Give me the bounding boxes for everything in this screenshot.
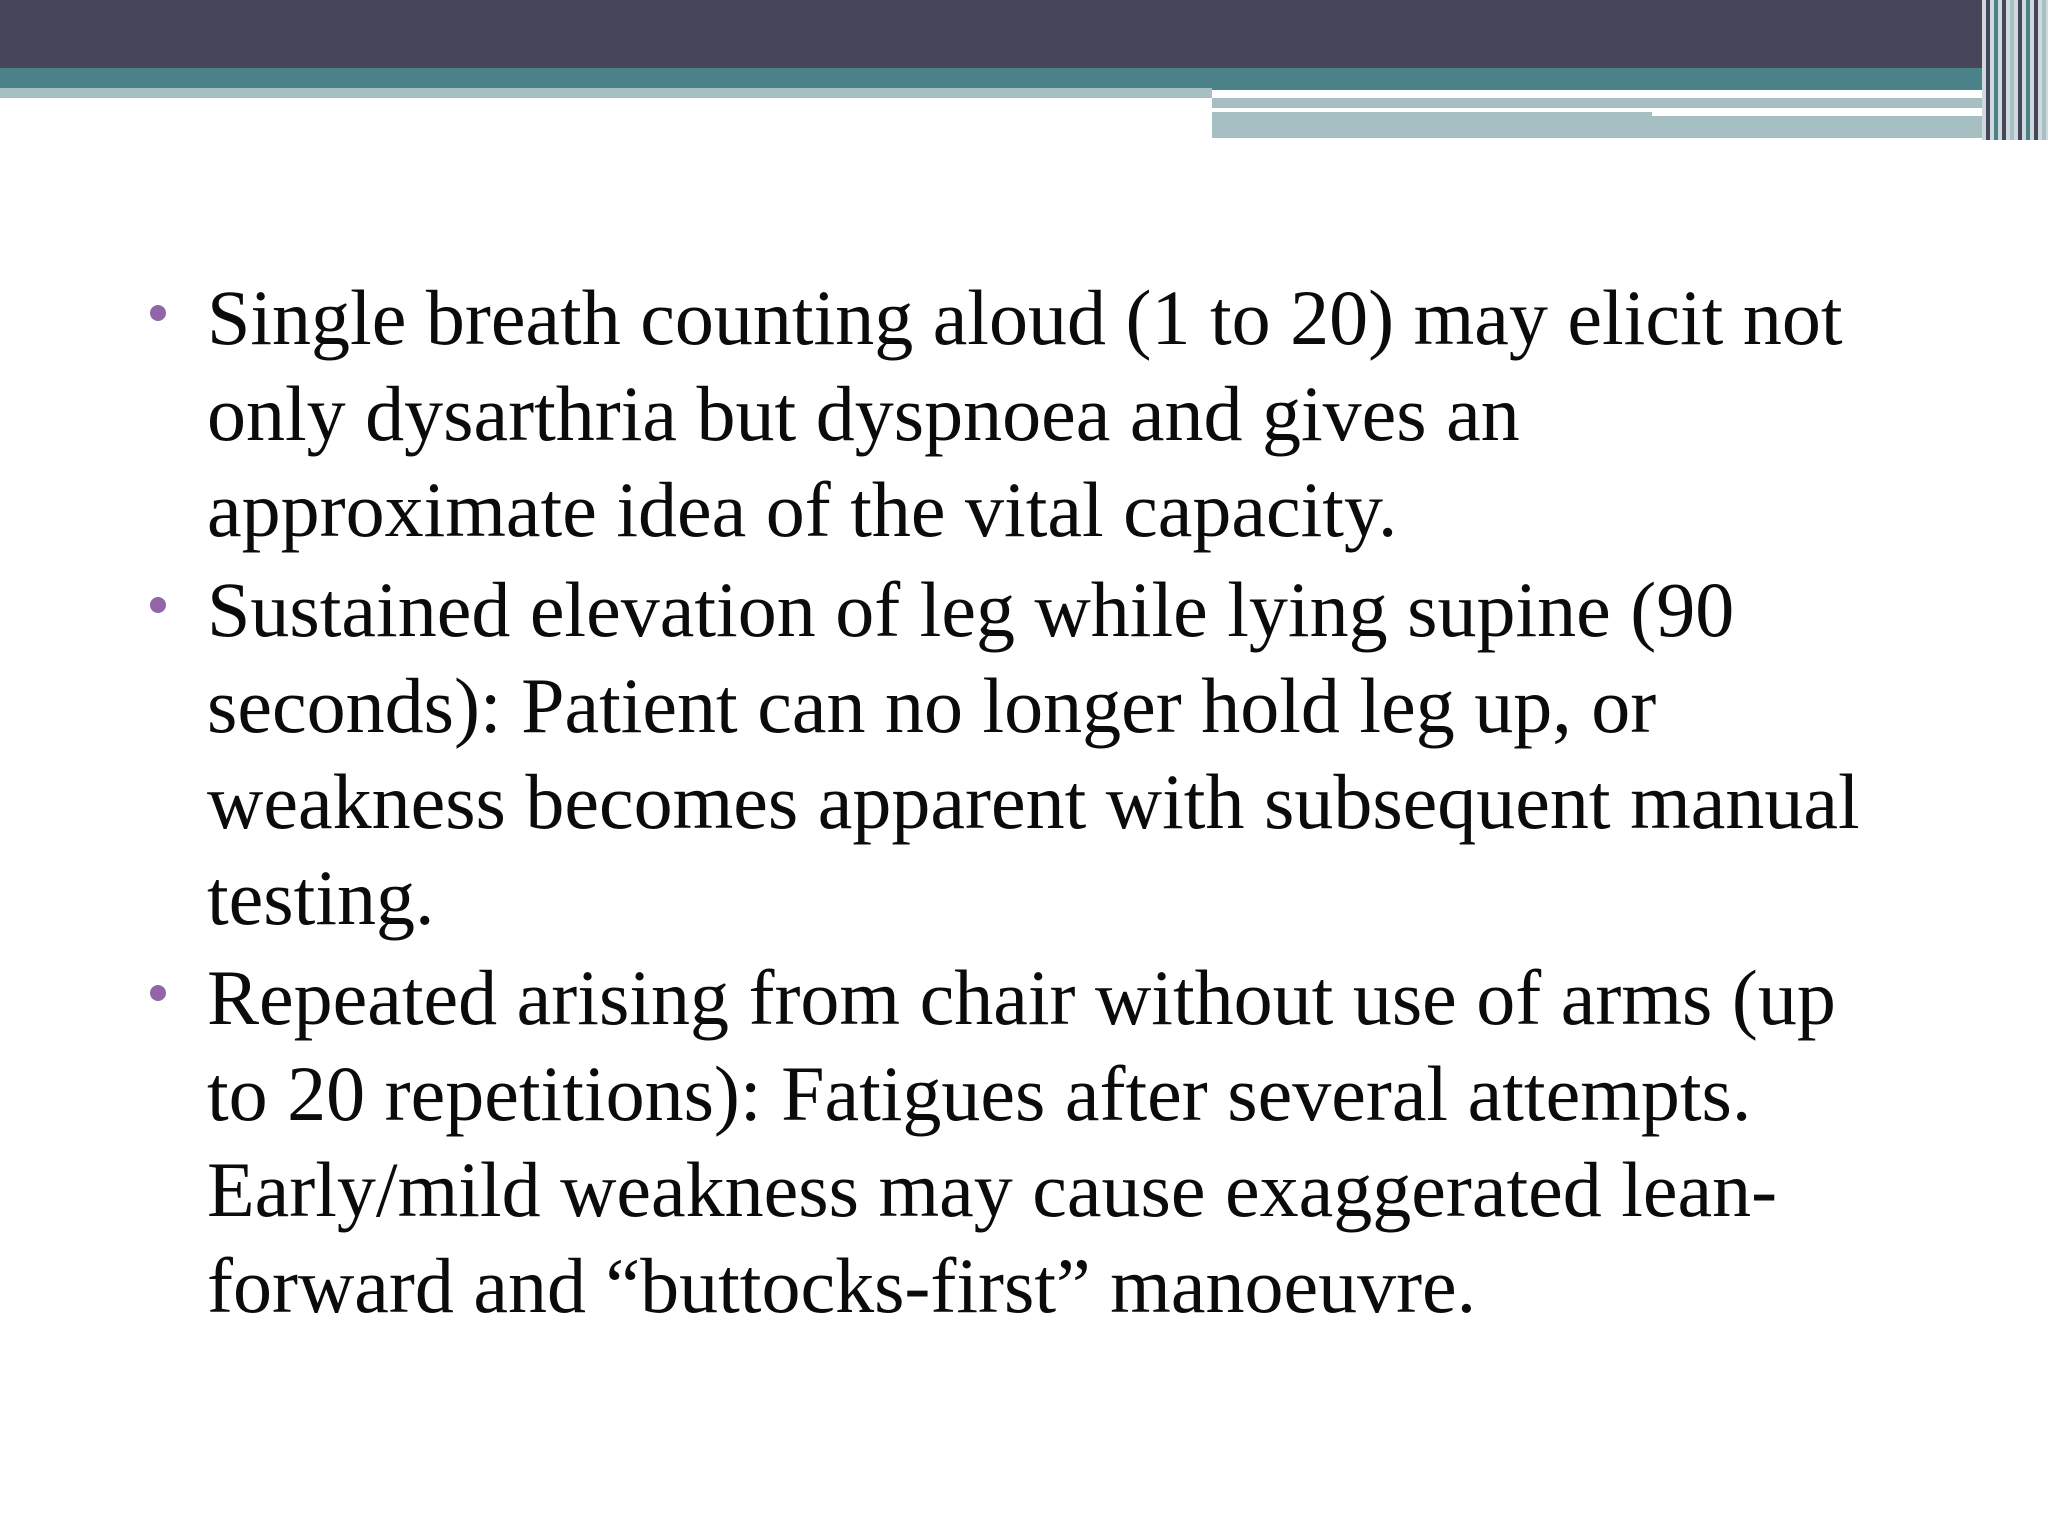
bullet-text: Repeated arising from chair without use of arms (up to 20 repetitions): Fatigues after several attempts. Early/mild weakness may cause exaggerated lean-forward and “buttocks-first” manoeuvre.	[207, 954, 1836, 1329]
header-right-panel	[1982, 0, 2048, 140]
header-right-stripe-8	[2042, 0, 2046, 140]
header-light-strip-right-upper	[1212, 98, 2012, 108]
bullet-text: Single breath counting aloud (1 to 20) may elicit not only dysarthria but dyspnoea and gives an approximate idea of the vital capacity.	[207, 274, 1843, 553]
header-right-stripe-3	[2002, 0, 2006, 140]
header-bars-graphic	[0, 0, 2048, 140]
bullet-dot-icon	[150, 597, 166, 613]
header-light-strip-left	[0, 88, 1212, 98]
header-dark-bar	[0, 0, 2048, 68]
bullet-item-repeated-arising-from-chair	[150, 950, 1910, 1334]
header-light-strip-right-base	[1212, 120, 2012, 138]
header-light-strip-right-lower-a	[1212, 112, 1652, 120]
header-right-stripe-7	[2034, 0, 2038, 140]
bullet-text: Sustained elevation of leg while lying supine (90 seconds): Patient can no longer hold leg up, or weakness becomes apparent with subsequent manual testing.	[207, 566, 1860, 941]
slide-header-decoration	[0, 0, 2048, 140]
slide-content	[150, 270, 1910, 1334]
header-right-stripe-2	[1994, 0, 1998, 140]
bullet-item-sustained-leg-elevation	[150, 562, 1910, 946]
bullet-dot-icon	[150, 305, 166, 321]
bullet-item-single-breath-counting	[150, 270, 1910, 558]
header-right-stripe-6	[2026, 0, 2030, 140]
header-right-stripe-1	[1986, 0, 1990, 140]
header-teal-bar	[0, 68, 2048, 90]
header-right-stripe-4	[2010, 0, 2014, 140]
header-right-stripe-5	[2018, 0, 2022, 140]
bullet-dot-icon	[150, 985, 166, 1001]
bullet-list	[150, 270, 1910, 1334]
